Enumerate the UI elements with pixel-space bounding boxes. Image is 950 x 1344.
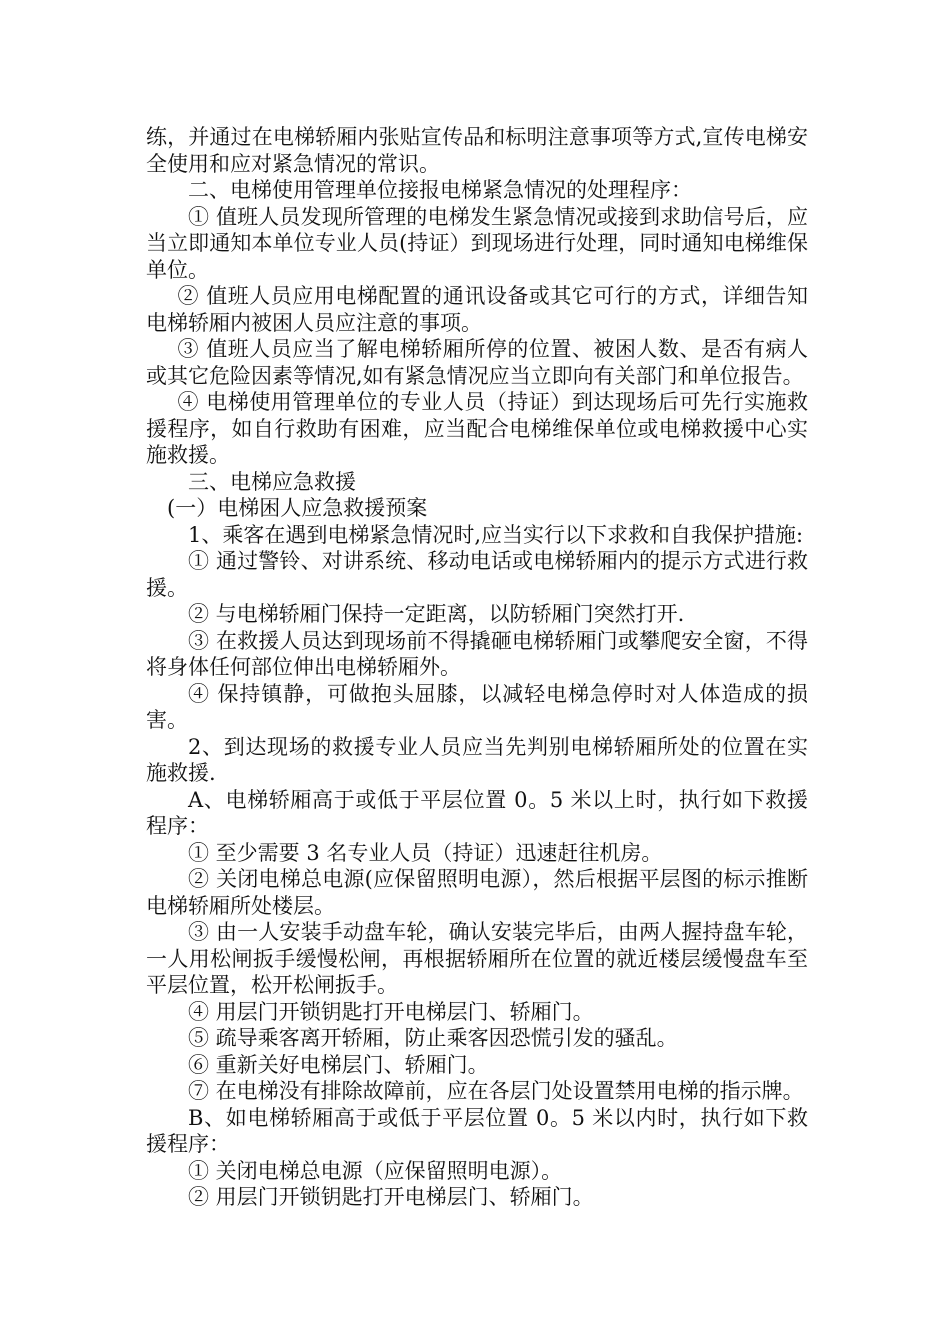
paragraph: 2、到达现场的救援专业人员应当先判别电梯轿厢所处的位置在实施救援.	[146, 734, 808, 785]
paragraph: A、电梯轿厢高于或低于平层位置 0。5 米以上时，执行如下救援程序：	[146, 787, 808, 838]
list-item: ④ 电梯使用管理单位的专业人员（持证）到达现场后可先行实施救援程序，如自行救助有困难，应当配合电梯维保单位或电梯救援中心实施救援。	[146, 390, 808, 467]
list-item: ① 通过警铃、对讲系统、移动电话或电梯轿厢内的提示方式进行救援。	[146, 549, 808, 600]
paragraph: B、如电梯轿厢高于或低于平层位置 0。5 米以内时，执行如下救援程序：	[146, 1105, 808, 1156]
list-item: ③ 在救援人员达到现场前不得撬砸电梯轿厢门或攀爬安全窗，不得将身体任何部位伸出电梯轿厢外。	[146, 628, 808, 679]
paragraph-intro-continuation: 练，并通过在电梯轿厢内张贴宣传品和标明注意事项等方式,宣传电梯安全使用和应对紧急情况的常识。	[146, 125, 808, 176]
list-item: ② 与电梯轿厢门保持一定距离，以防轿厢门突然打开.	[188, 602, 685, 626]
list-item: ② 用层门开锁钥匙打开电梯层门、轿厢门。	[188, 1185, 594, 1209]
list-item: ② 关闭电梯总电源(应保留照明电源），然后根据平层图的标示推断电梯轿厢所处楼层。	[146, 867, 808, 918]
list-item: ⑤ 疏导乘客离开轿厢，防止乘客因恐慌引发的骚乱。	[188, 1026, 678, 1050]
list-item: ⑥ 重新关好电梯层门、轿厢门。	[188, 1052, 489, 1077]
list-item: ① 关闭电梯总电源（应保留照明电源）。	[188, 1158, 563, 1183]
list-item: ⑦ 在电梯没有排除故障前，应在各层门处设置禁用电梯的指示牌。	[188, 1079, 804, 1103]
list-item: ④ 用层门开锁钥匙打开电梯层门、轿厢门。	[188, 999, 594, 1024]
list-item: ① 至少需要 3 名专业人员（持证）迅速赶往机房。	[188, 840, 663, 865]
section-heading-2: 二、电梯使用管理单位接报电梯紧急情况的处理程序：	[188, 178, 692, 202]
list-item: ① 值班人员发现所管理的电梯发生紧急情况或接到求助信号后，应当立即通知本单位专业人员(持证）到现场进行处理，同时通知电梯维保单位。	[146, 204, 808, 282]
section-heading-3: 三、电梯应急救援	[188, 469, 356, 494]
list-item: ③ 由一人安装手动盘车轮，确认安装完毕后，由两人握持盘车轮，一人用松闸扳手缓慢松闸，再根据轿厢所在位置的就近楼层缓慢盘车至平层位置，松开松闸扳手。	[146, 920, 808, 997]
subsection-heading: (一）电梯困人应急救援预案	[167, 496, 428, 520]
list-item: ② 值班人员应用电梯配置的通讯设备或其它可行的方式，详细告知电梯轿厢内被困人员应注意的事项。	[146, 284, 808, 335]
list-item: ③ 值班人员应当了解电梯轿厢所停的位置、被困人数、是否有病人或其它危险因素等情况,如有紧急情况应当立即向有关部门和单位报告。	[146, 337, 808, 388]
paragraph: 1、乘客在遇到电梯紧急情况时,应当实行以下求救和自我保护措施:	[188, 522, 804, 547]
list-item: ④ 保持镇静，可做抱头屈膝，以减轻电梯急停时对人体造成的损害。	[146, 681, 808, 732]
document-body	[146, 124, 808, 1211]
